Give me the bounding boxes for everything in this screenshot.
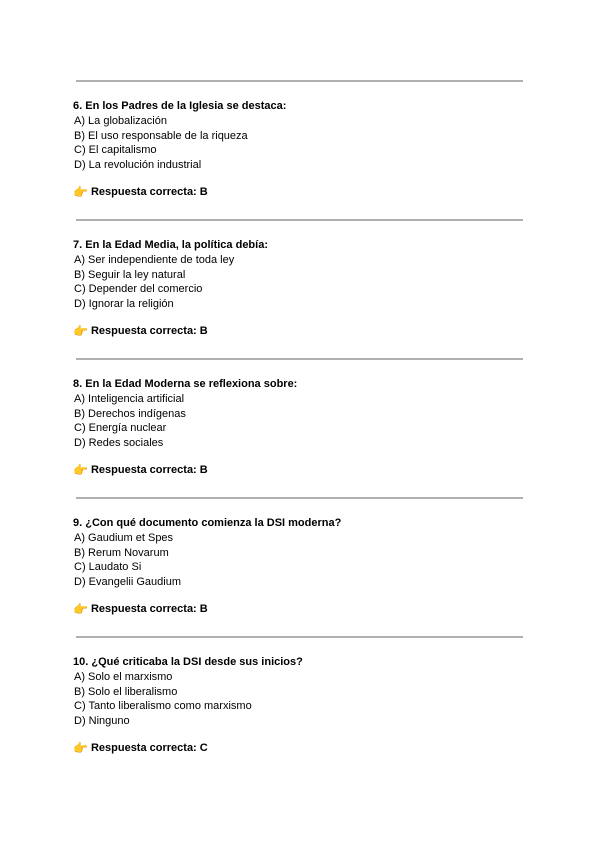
option-a: A) Solo el marxismo	[74, 671, 173, 683]
correct-answer	[73, 741, 533, 755]
option-b: B) Derechos indígenas	[74, 407, 186, 420]
pointing-hand-icon: 👉	[73, 740, 88, 755]
correct-answer-text: Respuesta correcta: C	[90, 741, 208, 754]
options-list	[73, 392, 533, 451]
section-divider	[76, 219, 523, 221]
question-6	[73, 99, 533, 199]
correct-answer-text: Respuesta correcta: B	[90, 324, 208, 337]
option-c: C) Tanto liberalismo como marxismo	[74, 700, 252, 713]
question-title: 10. ¿Qué criticaba la DSI desde sus inicios?	[73, 656, 303, 668]
correct-answer-text: Respuesta correcta: B	[90, 463, 208, 476]
section-divider	[76, 497, 523, 499]
correct-answer	[73, 324, 533, 338]
option-a: A) Ser independiente de toda ley	[74, 254, 235, 266]
options-list	[73, 670, 533, 729]
option-b: B) Solo el liberalismo	[74, 685, 178, 698]
options-list	[73, 531, 533, 590]
option-d: D) Redes sociales	[74, 437, 164, 450]
option-b: B) Seguir la ley natural	[74, 268, 186, 281]
question-7	[73, 238, 533, 338]
section-divider	[76, 80, 523, 82]
option-c: C) El capitalismo	[74, 144, 157, 157]
options-list	[73, 114, 533, 173]
correct-answer	[73, 185, 533, 199]
question-title: 7. En la Edad Media, la política debía:	[73, 239, 268, 251]
question-10	[73, 655, 533, 755]
option-d: D) Ninguno	[74, 715, 130, 728]
option-d: D) Ignorar la religión	[74, 298, 174, 311]
pointing-hand-icon: 👉	[73, 323, 88, 338]
option-c: C) Laudato Si	[74, 561, 142, 574]
option-a: A) La globalización	[74, 115, 167, 127]
option-d: D) Evangelii Gaudium	[74, 576, 181, 589]
options-list	[73, 253, 533, 312]
option-b: B) Rerum Novarum	[74, 546, 169, 559]
correct-answer	[73, 463, 533, 477]
question-8	[73, 377, 533, 477]
question-title: 8. En la Edad Moderna se reflexiona sobre:	[73, 378, 298, 390]
correct-answer-text: Respuesta correcta: B	[90, 602, 208, 615]
correct-answer	[73, 602, 533, 616]
correct-answer-text: Respuesta correcta: B	[90, 185, 208, 198]
section-divider	[76, 358, 523, 360]
option-c: C) Energía nuclear	[74, 422, 167, 435]
pointing-hand-icon: 👉	[73, 184, 88, 199]
option-a: A) Gaudium et Spes	[74, 532, 174, 544]
option-c: C) Depender del comercio	[74, 283, 203, 296]
question-title: 9. ¿Con qué documento comienza la DSI moderna?	[73, 517, 342, 529]
pointing-hand-icon: 👉	[73, 601, 88, 616]
pointing-hand-icon: 👉	[73, 462, 88, 477]
section-divider	[76, 636, 523, 638]
option-b: B) El uso responsable de la riqueza	[74, 129, 248, 142]
question-9	[73, 516, 533, 616]
question-title: 6. En los Padres de la Iglesia se destaca:	[73, 100, 287, 112]
option-d: D) La revolución industrial	[74, 159, 202, 172]
option-a: A) Inteligencia artificial	[74, 393, 185, 405]
